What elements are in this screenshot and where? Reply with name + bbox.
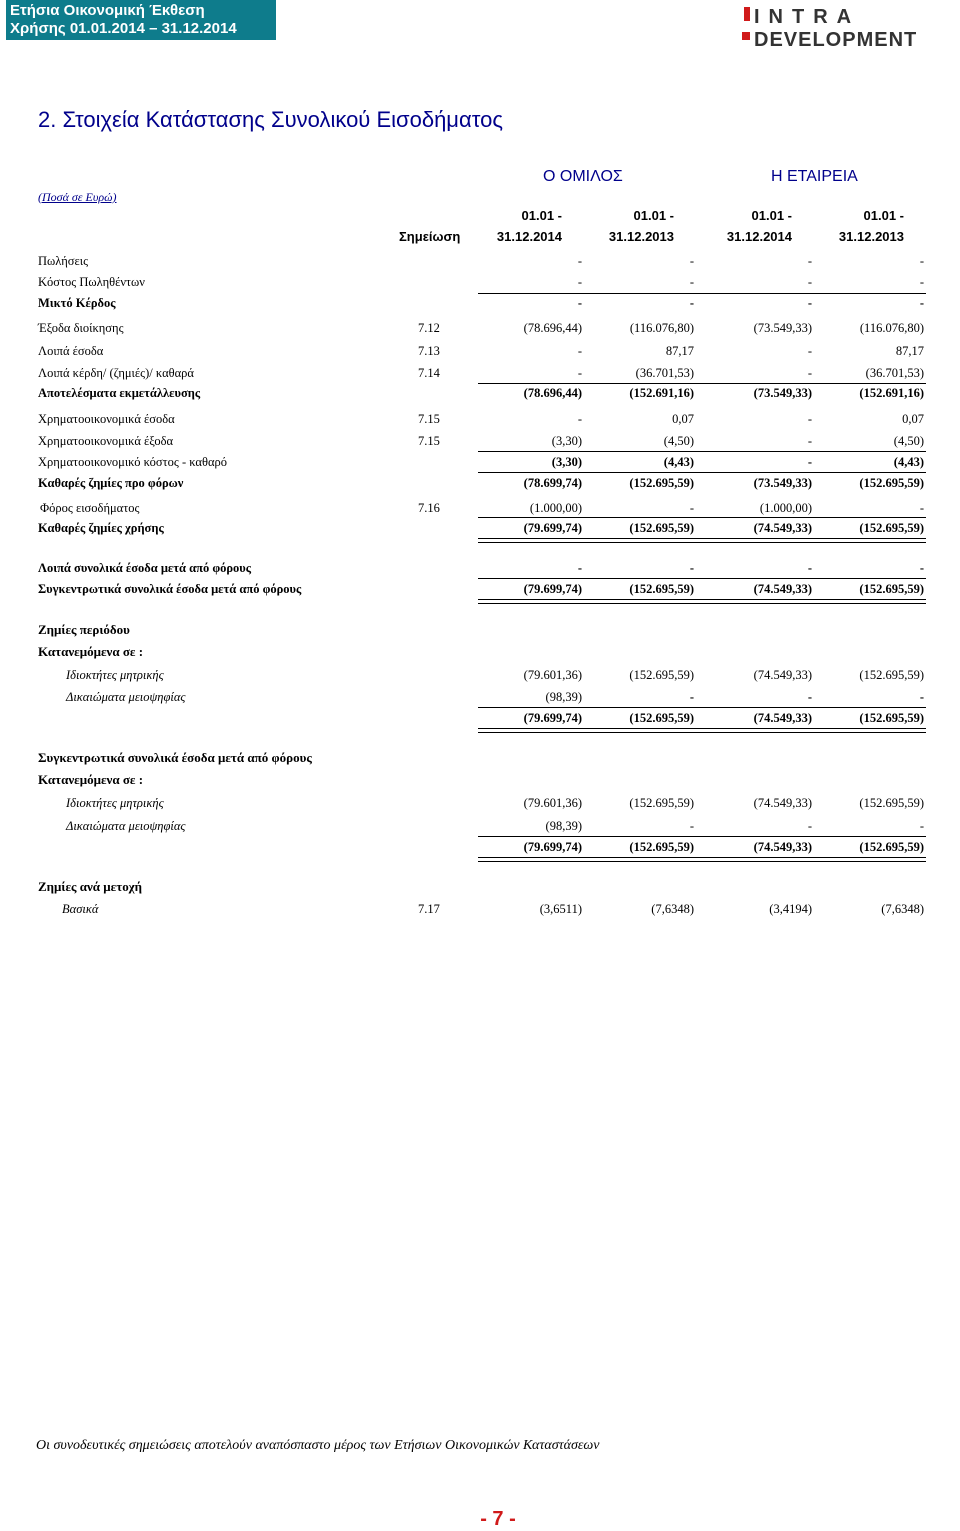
- table-row: Δικαιώματα μειοψηφίας (98,39) - - -: [66, 690, 924, 704]
- table-row: Έξοδα διοίκησης 7.12 (78.696,44) (116.076,80) (73.549,33) (116.076,80): [38, 321, 924, 335]
- intra-development-logo: [740, 4, 955, 52]
- report-period: Χρήσης 01.01.2014 – 31.12.2014: [10, 20, 237, 37]
- subtotal-line: [478, 517, 926, 518]
- group-header: Ο ΟΜΙΛΟΣ: [543, 168, 623, 185]
- logo-text-top: INTRA: [754, 6, 861, 28]
- subtotal-line: [478, 836, 926, 837]
- column-header: 01.01 - 31.12.2013: [838, 208, 904, 244]
- table-row: Αποτελέσματα εκμετάλλευσης (78.696,44) (152.691,16) (73.549,33) (152.691,16): [38, 386, 924, 400]
- total-double-line: [478, 857, 926, 862]
- comprehensive-heading: Συγκεντρωτικά συνολικά έσοδα μετά από φόρους: [38, 750, 312, 765]
- footer-note: Οι συνοδευτικές σημειώσεις αποτελούν αναπόσπαστο μέρος των Ετήσιων Οικονομικών Καταστάσεων: [36, 1438, 600, 1453]
- total-double-line: [478, 728, 926, 733]
- allocated-heading: Κατανεμόμενα σε :: [38, 772, 144, 787]
- table-row: Ιδιοκτήτες μητρικής (79.601,36) (152.695,59) (74.549,33) (152.695,59): [66, 796, 924, 810]
- table-row: Χρηματοοικονομικά έσοδα 7.15 - 0,07 - 0,07: [38, 412, 924, 426]
- logo-mark-icon: [742, 7, 750, 40]
- table-row: Λοιπά κέρδη/ (ζημιές)/ καθαρά 7.14 - (36.701,53) - (36.701,53): [38, 366, 924, 380]
- amounts-note: (Ποσά σε Ευρώ): [38, 190, 117, 204]
- subtotal-line: [478, 383, 926, 384]
- per-share-heading: Ζημίες ανά μετοχή: [38, 879, 142, 894]
- total-double-line: [478, 599, 926, 604]
- table-row: Πωλήσεις - - - -: [38, 254, 924, 268]
- table-row: Λοιπά έσοδα 7.13 - 87,17 - 87,17: [38, 344, 924, 358]
- table-row: Καθαρές ζημίες χρήσης (79.699,74) (152.695,59) (74.549,33) (152.695,59): [38, 521, 924, 535]
- column-header: 01.01 - 31.12.2014: [726, 208, 792, 244]
- table-row: Βασικά 7.17 (3,6511) (7,6348) (3,4194) (7,6348): [62, 902, 924, 916]
- table-row: Δικαιώματα μειοψηφίας (98,39) - - -: [66, 819, 924, 833]
- column-header: 01.01 - 31.12.2013: [608, 208, 674, 244]
- table-row: Χρηματοοικονομικά έξοδα 7.15 (3,30) (4,50) - (4,50): [38, 434, 924, 448]
- company-header: Η ΕΤΑΙΡΕΙΑ: [771, 168, 858, 185]
- table-row: Συγκεντρωτικά συνολικά έσοδα μετά από φόρους (79.699,74) (152.695,59) (74.549,33) (152.695,59): [38, 582, 924, 596]
- report-header: [6, 0, 276, 40]
- note-column-header: Σημείωση: [399, 229, 461, 244]
- table-row: Λοιπά συνολικά έσοδα μετά από φόρους - - - -: [38, 561, 924, 575]
- table-row: Κόστος Πωληθέντων - - - -: [38, 275, 924, 289]
- logo-text-bottom: DEVELOPMENT: [754, 29, 918, 51]
- table-row: Χρηματοοικονομικό κόστος - καθαρό (3,30) (4,43) - (4,43): [38, 455, 924, 469]
- column-header: 01.01 - 31.12.2014: [496, 208, 562, 244]
- report-title: Ετήσια Οικονομική Έκθεση: [10, 2, 205, 19]
- subtotal-line: [478, 707, 926, 708]
- table-row: Μικτό Κέρδος - - - -: [38, 296, 924, 310]
- subtotal-line: [478, 451, 926, 452]
- allocated-heading: Κατανεμόμενα σε :: [38, 644, 144, 659]
- table-row: (79.699,74) (152.695,59) (74.549,33) (152.695,59): [523, 840, 924, 854]
- section-title: 2. Στοιχεία Κατάστασης Συνολικού Εισοδήματος: [38, 107, 503, 132]
- losses-period-heading: Ζημίες περιόδου: [38, 622, 130, 637]
- total-double-line: [478, 538, 926, 543]
- subtotal-line: [478, 472, 926, 473]
- subtotal-line: [478, 578, 926, 579]
- page-number: - 7 -: [480, 1508, 516, 1530]
- table-row: Ιδιοκτήτες μητρικής (79.601,36) (152.695,59) (74.549,33) (152.695,59): [66, 668, 924, 682]
- table-row: (79.699,74) (152.695,59) (74.549,33) (152.695,59): [523, 711, 924, 725]
- table-row: Φόρος εισοδήματος 7.16 (1.000,00) - (1.000,00) -: [40, 501, 924, 515]
- subtotal-line: [478, 293, 926, 294]
- table-row: Καθαρές ζημίες προ φόρων (78.699,74) (152.695,59) (73.549,33) (152.695,59): [38, 476, 924, 490]
